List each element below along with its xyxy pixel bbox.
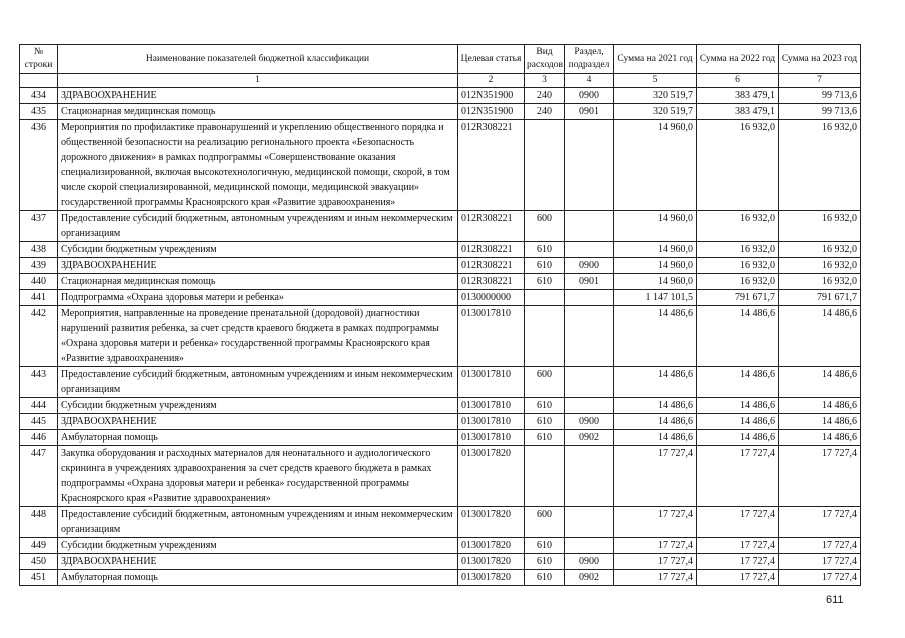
expense-type-cell: 610 [525,570,565,586]
target-article-cell: 0130017820 [458,507,525,538]
sum-2023-cell: 791 671,7 [779,290,861,306]
sum-2021-cell: 17 727,4 [614,507,697,538]
expense-type-cell: 610 [525,430,565,446]
indicator-name-cell: ЗДРАВООХРАНЕНИЕ [58,88,458,104]
row-number-cell: 450 [20,554,58,570]
sum-2022-cell: 17 727,4 [697,538,779,554]
indicator-name-cell: Подпрограмма «Охрана здоровья матери и ребенка» [58,290,458,306]
section-cell: 0901 [565,274,614,290]
indicator-name-cell: Мероприятия, направленные на проведение пренатальной (дородовой) диагностики нарушений развития ребенка, за счет средств краевого бюджета в рамках подпрограммы «Охрана здоровья матери и ребенка» государственной программы Красноярского края «Развитие здравоохранения» [58,306,458,367]
column-numbers-row [20,74,861,88]
target-article-cell: 012R308221 [458,242,525,258]
indicator-name-cell: Амбулаторная помощь [58,570,458,586]
table-row [20,507,861,538]
row-number-cell: 436 [20,120,58,211]
expense-type-cell: 610 [525,398,565,414]
row-number-cell: 438 [20,242,58,258]
row-number-cell: 446 [20,430,58,446]
target-article-cell: 0130017810 [458,414,525,430]
sum-2023-cell: 16 932,0 [779,274,861,290]
target-article-cell: 012R308221 [458,120,525,211]
target-article-cell: 012R308221 [458,211,525,242]
sum-2023-cell: 14 486,6 [779,306,861,367]
section-cell [565,367,614,398]
expense-type-cell [525,306,565,367]
sum-2023-cell: 16 932,0 [779,242,861,258]
sum-2022-cell: 14 486,6 [697,398,779,414]
row-number-cell: 447 [20,446,58,507]
expense-type-cell: 610 [525,414,565,430]
section-cell: 0900 [565,414,614,430]
expense-type-cell: 610 [525,554,565,570]
header-row-number: № строки [20,45,58,74]
target-article-cell: 012R308221 [458,258,525,274]
sum-2022-cell: 17 727,4 [697,570,779,586]
indicator-name-cell: Предоставление субсидий бюджетным, автономным учреждениям и иным некоммерческим организациям [58,367,458,398]
sum-2023-cell: 99 713,6 [779,104,861,120]
sum-2023-cell: 16 932,0 [779,120,861,211]
section-cell [565,306,614,367]
column-number [20,74,58,88]
table-row [20,367,861,398]
table-row [20,242,861,258]
indicator-name-cell: Субсидии бюджетным учреждениям [58,538,458,554]
sum-2023-cell: 17 727,4 [779,507,861,538]
budget-document [19,44,861,586]
sum-2022-cell: 16 932,0 [697,242,779,258]
indicator-name-cell: Закупка оборудования и расходных материалов для неонатального и аудиологического скрининга в учреждениях здравоохранения за счет средств краевого бюджета в рамках подпрограммы «Охрана здоровья матери и ребенка» государственной программы Красноярского края «Развитие здравоохранения» [58,446,458,507]
target-article-cell: 0130017810 [458,398,525,414]
column-number: 7 [779,74,861,88]
sum-2023-cell: 17 727,4 [779,570,861,586]
sum-2021-cell: 1 147 101,5 [614,290,697,306]
header-sum-2023: Сумма на 2023 год [779,45,861,74]
indicator-name-cell: Субсидии бюджетным учреждениям [58,242,458,258]
sum-2021-cell: 14 486,6 [614,306,697,367]
target-article-cell: 0130017810 [458,306,525,367]
header-section: Раздел, подраздел [565,45,614,74]
target-article-cell: 0130017820 [458,446,525,507]
budget-table [19,44,861,586]
section-cell [565,507,614,538]
sum-2021-cell: 14 960,0 [614,120,697,211]
sum-2021-cell: 17 727,4 [614,570,697,586]
indicator-name-cell: ЗДРАВООХРАНЕНИЕ [58,258,458,274]
sum-2021-cell: 14 486,6 [614,398,697,414]
indicator-name-cell: Предоставление субсидий бюджетным, автономным учреждениям и иным некоммерческим организациям [58,211,458,242]
row-number-cell: 451 [20,570,58,586]
section-cell: 0902 [565,430,614,446]
row-number-cell: 434 [20,88,58,104]
table-row [20,274,861,290]
sum-2023-cell: 14 486,6 [779,414,861,430]
column-number: 5 [614,74,697,88]
table-row [20,104,861,120]
target-article-cell: 012R308221 [458,274,525,290]
sum-2023-cell: 17 727,4 [779,446,861,507]
expense-type-cell: 240 [525,88,565,104]
sum-2022-cell: 14 486,6 [697,430,779,446]
table-row [20,570,861,586]
sum-2022-cell: 791 671,7 [697,290,779,306]
sum-2023-cell: 14 486,6 [779,430,861,446]
sum-2021-cell: 14 960,0 [614,274,697,290]
expense-type-cell: 240 [525,104,565,120]
target-article-cell: 0130017810 [458,430,525,446]
sum-2022-cell: 383 479,1 [697,104,779,120]
row-number-cell: 442 [20,306,58,367]
indicator-name-cell: Стационарная медицинская помощь [58,104,458,120]
column-number: 2 [458,74,525,88]
expense-type-cell: 610 [525,274,565,290]
target-article-cell: 0130017820 [458,570,525,586]
header-name: Наименование показателей бюджетной классификации [58,45,458,74]
section-cell: 0901 [565,104,614,120]
row-number-cell: 449 [20,538,58,554]
sum-2021-cell: 17 727,4 [614,446,697,507]
table-row [20,398,861,414]
section-cell [565,446,614,507]
sum-2022-cell: 17 727,4 [697,446,779,507]
sum-2021-cell: 320 519,7 [614,88,697,104]
section-cell [565,538,614,554]
sum-2023-cell: 17 727,4 [779,538,861,554]
table-row [20,211,861,242]
section-cell [565,290,614,306]
row-number-cell: 437 [20,211,58,242]
sum-2021-cell: 14 486,6 [614,414,697,430]
indicator-name-cell: ЗДРАВООХРАНЕНИЕ [58,414,458,430]
sum-2022-cell: 14 486,6 [697,414,779,430]
table-row [20,120,861,211]
target-article-cell: 0130017810 [458,367,525,398]
indicator-name-cell: Мероприятия по профилактике правонарушений и укреплению общественного порядка и общественной безопасности на реализацию регионального проекта «Безопасность дорожного движения» в рамках подпрограммы «Совершенствование оказания специализированной, включая высокотехнологичную, медицинской помощи, скорой, в том числе скорой специализированной, медицинской помощи, медицинской эвакуации» государственной программы Красноярского края «Развитие здравоохранения» [58,120,458,211]
sum-2022-cell: 383 479,1 [697,88,779,104]
section-cell [565,242,614,258]
column-number: 1 [58,74,458,88]
target-article-cell: 0130017820 [458,554,525,570]
section-cell: 0902 [565,570,614,586]
sum-2021-cell: 14 486,6 [614,430,697,446]
sum-2021-cell: 14 486,6 [614,367,697,398]
table-row [20,88,861,104]
indicator-name-cell: Предоставление субсидий бюджетным, автономным учреждениям и иным некоммерческим организациям [58,507,458,538]
sum-2023-cell: 16 932,0 [779,211,861,242]
sum-2023-cell: 99 713,6 [779,88,861,104]
table-row [20,258,861,274]
section-cell [565,211,614,242]
sum-2021-cell: 14 960,0 [614,242,697,258]
sum-2023-cell: 14 486,6 [779,398,861,414]
sum-2021-cell: 14 960,0 [614,211,697,242]
column-number: 4 [565,74,614,88]
target-article-cell: 0130017820 [458,538,525,554]
sum-2022-cell: 17 727,4 [697,507,779,538]
row-number-cell: 443 [20,367,58,398]
table-row [20,538,861,554]
table-row [20,430,861,446]
sum-2022-cell: 17 727,4 [697,554,779,570]
expense-type-cell: 600 [525,507,565,538]
row-number-cell: 444 [20,398,58,414]
sum-2023-cell: 17 727,4 [779,554,861,570]
indicator-name-cell: Стационарная медицинская помощь [58,274,458,290]
expense-type-cell [525,120,565,211]
table-row [20,290,861,306]
section-cell [565,120,614,211]
expense-type-cell [525,290,565,306]
sum-2021-cell: 17 727,4 [614,554,697,570]
row-number-cell: 441 [20,290,58,306]
sum-2023-cell: 14 486,6 [779,367,861,398]
section-cell: 0900 [565,554,614,570]
sum-2022-cell: 14 486,6 [697,306,779,367]
table-row [20,446,861,507]
target-article-cell: 012N351900 [458,104,525,120]
sum-2021-cell: 17 727,4 [614,538,697,554]
sum-2022-cell: 14 486,6 [697,367,779,398]
header-sum-2021: Сумма на 2021 год [614,45,697,74]
row-number-cell: 435 [20,104,58,120]
column-number: 6 [697,74,779,88]
header-target-article: Целевая статья [458,45,525,74]
indicator-name-cell: Амбулаторная помощь [58,430,458,446]
target-article-cell: 012N351900 [458,88,525,104]
sum-2021-cell: 14 960,0 [614,258,697,274]
expense-type-cell: 600 [525,211,565,242]
header-expense-type: Вид расходов [525,45,565,74]
expense-type-cell: 610 [525,242,565,258]
sum-2022-cell: 16 932,0 [697,258,779,274]
expense-type-cell: 610 [525,538,565,554]
target-article-cell: 0130000000 [458,290,525,306]
table-row [20,306,861,367]
sum-2022-cell: 16 932,0 [697,211,779,242]
column-number: 3 [525,74,565,88]
section-cell: 0900 [565,258,614,274]
sum-2022-cell: 16 932,0 [697,120,779,211]
indicator-name-cell: Субсидии бюджетным учреждениям [58,398,458,414]
expense-type-cell [525,446,565,507]
indicator-name-cell: ЗДРАВООХРАНЕНИЕ [58,554,458,570]
page-number: 611 [826,594,844,606]
row-number-cell: 448 [20,507,58,538]
row-number-cell: 439 [20,258,58,274]
table-row [20,414,861,430]
table-header-row [20,45,861,74]
row-number-cell: 440 [20,274,58,290]
sum-2022-cell: 16 932,0 [697,274,779,290]
sum-2021-cell: 320 519,7 [614,104,697,120]
sum-2023-cell: 16 932,0 [779,258,861,274]
expense-type-cell: 610 [525,258,565,274]
expense-type-cell: 600 [525,367,565,398]
header-sum-2022: Сумма на 2022 год [697,45,779,74]
section-cell: 0900 [565,88,614,104]
row-number-cell: 445 [20,414,58,430]
section-cell [565,398,614,414]
table-row [20,554,861,570]
